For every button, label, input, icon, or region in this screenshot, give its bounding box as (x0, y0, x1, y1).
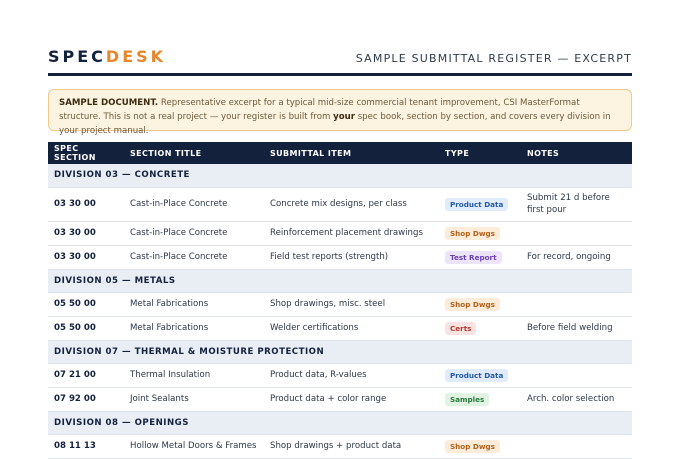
cell-type (439, 387, 521, 411)
division-heading: DIVISION 03 — CONCRETE (48, 164, 632, 187)
cell-spec-section: 08 11 13 (48, 434, 124, 458)
division-row (48, 269, 632, 292)
cell-notes (521, 221, 632, 245)
division-heading: DIVISION 07 — THERMAL & MOISTURE PROTECTION (48, 340, 632, 363)
notice-lead: SAMPLE DOCUMENT. (59, 98, 159, 108)
document-page (48, 0, 632, 451)
cell-submittal-item: Concrete mix designs, per class (264, 187, 439, 221)
cell-spec-section: 03 30 00 (48, 221, 124, 245)
cell-section-title: Metal Fabrications (124, 316, 264, 340)
cell-notes (521, 363, 632, 387)
cell-submittal-item: Welder certifications (264, 316, 439, 340)
table-row (48, 434, 632, 458)
cell-submittal-item: Product data, R-values (264, 363, 439, 387)
table-row (48, 187, 632, 221)
type-badge: Certs (445, 322, 476, 335)
document-header (48, 0, 632, 76)
cell-type (439, 245, 521, 269)
cell-submittal-item: Shop drawings + product data (264, 434, 439, 458)
notice-text-1: Representative excerpt for a typical mid-size commercial tenant improvement, CSI MasterFormat structure. This is not a real project — your register is built from (59, 98, 580, 122)
type-badge: Shop Dwgs (445, 298, 500, 311)
cell-type (439, 292, 521, 316)
cell-notes (521, 292, 632, 316)
cell-submittal-item: Field test reports (strength) (264, 245, 439, 269)
cell-section-title: Thermal Insulation (124, 363, 264, 387)
sample-notice (48, 89, 632, 136)
cell-spec-section: 03 30 00 (48, 245, 124, 269)
table-row (48, 387, 632, 411)
cell-type (439, 434, 521, 458)
cell-submittal-item: Shop drawings, misc. steel (264, 292, 439, 316)
brand-logo-part1: SPEC (48, 47, 106, 66)
submittal-table (48, 142, 632, 459)
cell-spec-section: 05 50 00 (48, 292, 124, 316)
type-badge: Product Data (445, 369, 508, 382)
col-header-notes: NOTES (521, 142, 632, 164)
type-badge: Samples (445, 393, 489, 406)
col-header-submittal-item: SUBMITTAL ITEM (264, 142, 439, 164)
type-badge: Test Report (445, 251, 502, 264)
cell-notes: Arch. color selection (521, 387, 632, 411)
cell-section-title: Metal Fabrications (124, 292, 264, 316)
table-row (48, 245, 632, 269)
type-badge: Product Data (445, 198, 508, 211)
table-header-row (48, 142, 632, 164)
notice-emphasis: your (333, 112, 355, 122)
cell-type (439, 221, 521, 245)
cell-section-title: Cast-in-Place Concrete (124, 221, 264, 245)
cell-section-title: Cast-in-Place Concrete (124, 245, 264, 269)
cell-spec-section: 07 92 00 (48, 387, 124, 411)
cell-type (439, 187, 521, 221)
division-row (48, 411, 632, 434)
cell-notes: Submit 21 d before first pour (521, 187, 632, 221)
cell-section-title: Hollow Metal Doors & Frames (124, 434, 264, 458)
division-heading: DIVISION 08 — OPENINGS (48, 411, 632, 434)
notice-text-2: spec book, section by section, and covers every division in your project manual. (59, 112, 611, 136)
table-row (48, 363, 632, 387)
col-header-section-title: SECTION TITLE (124, 142, 264, 164)
type-badge: Shop Dwgs (445, 227, 500, 240)
table-row (48, 316, 632, 340)
division-row (48, 164, 632, 187)
division-heading: DIVISION 05 — METALS (48, 269, 632, 292)
cell-section-title: Joint Sealants (124, 387, 264, 411)
cell-type (439, 316, 521, 340)
cell-spec-section: 03 30 00 (48, 187, 124, 221)
table-body (48, 164, 632, 458)
document-title: SAMPLE SUBMITTAL REGISTER — EXCERPT (355, 52, 632, 65)
col-header-spec-section: SPEC SECTION (48, 142, 124, 164)
cell-section-title: Cast-in-Place Concrete (124, 187, 264, 221)
cell-submittal-item: Reinforcement placement drawings (264, 221, 439, 245)
table-row (48, 292, 632, 316)
brand-logo-part2: DESK (105, 47, 167, 66)
cell-spec-section: 05 50 00 (48, 316, 124, 340)
cell-type (439, 363, 521, 387)
col-header-type: TYPE (439, 142, 521, 164)
brand-logo (48, 48, 166, 66)
type-badge: Shop Dwgs (445, 440, 500, 453)
division-row (48, 340, 632, 363)
cell-spec-section: 07 21 00 (48, 363, 124, 387)
cell-notes (521, 434, 632, 458)
table-row (48, 221, 632, 245)
cell-submittal-item: Product data + color range (264, 387, 439, 411)
cell-notes: For record, ongoing (521, 245, 632, 269)
cell-notes: Before field welding (521, 316, 632, 340)
